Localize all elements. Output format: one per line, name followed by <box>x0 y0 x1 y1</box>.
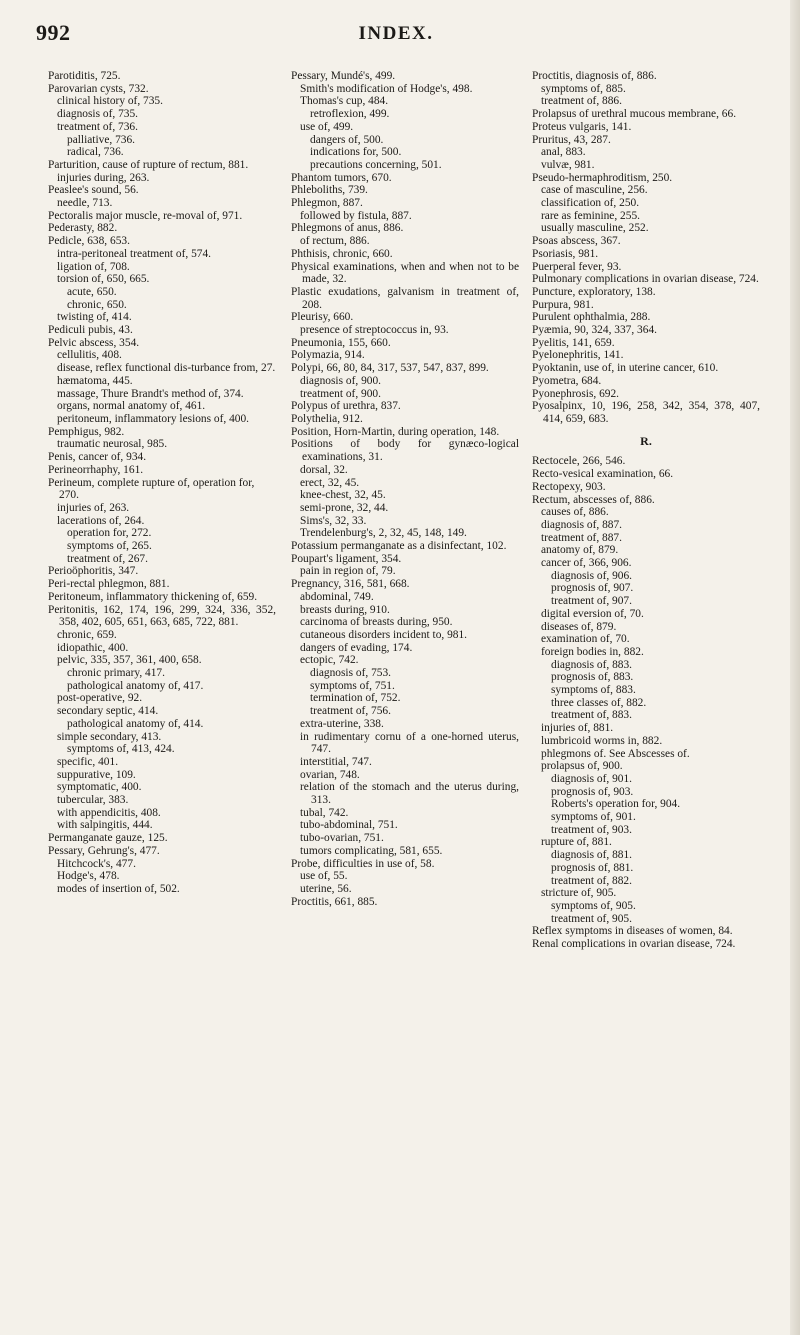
index-entry: Proteus vulgaris, 141. <box>532 120 632 133</box>
index-subentry: Hodge's, 478. <box>57 870 120 883</box>
index-entry: Peritonitis, 162, 174, 196, 299, 324, 336, 352, 358, 402, 605, 651, 663, 685, 722, 881. <box>48 603 276 629</box>
index-entry: Perioöphoritis, 347. <box>48 565 139 578</box>
index-entry: Purpura, 981. <box>532 298 594 311</box>
index-entry: Penis, cancer of, 934. <box>48 451 147 464</box>
index-entry: Pedicle, 638, 653. <box>48 235 130 248</box>
index-subentry: diseases of, 879. <box>541 620 617 633</box>
index-subentry: massage, Thure Brandt's method of, 374. <box>57 387 244 400</box>
index-subentry: relation of the stomach and the uterus during, 313. <box>300 781 519 807</box>
index-subentry: simple secondary, 413. <box>57 730 162 743</box>
index-subentry: rare as feminine, 255. <box>541 209 640 222</box>
index-entry: Purulent ophthalmia, 288. <box>532 311 651 324</box>
index-subentry: cellulitis, 408. <box>57 349 122 362</box>
index-subentry: symptoms of, 905. <box>551 900 636 912</box>
index-entry: Pyosalpinx, 10, 196, 258, 342, 354, 378, 407, 414, 659, 683. <box>532 400 760 425</box>
index-subentry: examination of, 70. <box>541 633 630 646</box>
index-subentry: Hitchcock's, 477. <box>57 857 136 870</box>
index-subentry: chronic, 650. <box>67 298 127 311</box>
index-entry: Pyonephrosis, 692. <box>532 387 620 400</box>
index-subentry: symptoms of, 751. <box>310 679 395 692</box>
index-subentry: diagnosis of, 881. <box>551 849 632 862</box>
index-subentry: lacerations of, 264. <box>57 514 145 527</box>
page-edge-shadow <box>790 0 800 1335</box>
index-subentry: ligation of, 708. <box>57 260 130 273</box>
index-entry: Polythelia, 912. <box>291 412 363 425</box>
index-subentry: symptoms of, 265. <box>67 540 152 553</box>
index-subentry: ectopic, 742. <box>300 654 359 667</box>
index-entry: Renal complications in ovarian disease, 724. <box>532 938 736 951</box>
index-entry: Pediculi pubis, 43. <box>48 324 133 337</box>
index-subentry: pathological anatomy of, 417. <box>67 679 204 692</box>
index-column-1 <box>48 70 276 896</box>
index-subentry: semi-prone, 32, 44. <box>300 501 389 514</box>
index-subentry: retroflexion, 499. <box>310 108 390 121</box>
index-subentry: vulvæ, 981. <box>541 158 595 171</box>
index-subentry: twisting of, 414. <box>57 311 132 324</box>
index-subentry: treatment of, 886. <box>541 95 622 108</box>
index-subentry: diagnosis of, 900. <box>300 374 381 387</box>
index-entry: Puncture, exploratory, 138. <box>532 285 656 298</box>
index-subentry: injuries of, 881. <box>541 722 614 735</box>
index-subentry: treatment of, 883. <box>551 709 632 722</box>
index-subentry: treatment of, 756. <box>310 705 391 718</box>
index-entry: Phlegmon, 887. <box>291 197 363 210</box>
index-entry: Pyelonephritis, 141. <box>532 349 624 362</box>
index-subentry: pain in region of, 79. <box>300 565 396 578</box>
index-subentry: dangers of, 500. <box>310 133 384 146</box>
index-entry: Proctitis, diagnosis of, 886. <box>532 70 657 82</box>
index-entry: Physical examinations, when and when not to be made, 32. <box>291 260 519 286</box>
section-letter: R. <box>640 433 652 448</box>
index-subentry: idiopathic, 400. <box>57 641 129 654</box>
index-entry: Pessary, Mundé's, 499. <box>291 70 396 82</box>
index-subentry: hæmatoma, 445. <box>57 374 133 387</box>
index-subentry: carcinoma of breasts during, 950. <box>300 616 453 629</box>
index-subentry: tumors complicating, 581, 655. <box>300 844 443 857</box>
index-entry: Psoriasis, 981. <box>532 247 599 260</box>
index-subentry: prognosis of, 907. <box>551 582 634 595</box>
index-subentry: usually masculine, 252. <box>541 222 649 235</box>
index-subentry: presence of streptococcus in, 93. <box>300 324 449 337</box>
index-subentry: diagnosis of, 901. <box>551 772 632 785</box>
index-entry: Parturition, cause of rupture of rectum, 881. <box>48 158 249 171</box>
index-entry: Pemphigus, 982. <box>48 425 125 438</box>
index-entry: Permanganate gauze, 125. <box>48 832 168 845</box>
index-entry: Peri-rectal phlegmon, 881. <box>48 578 170 591</box>
index-subentry: diagnosis of, 906. <box>551 569 632 582</box>
index-entry: Parovarian cysts, 732. <box>48 82 149 95</box>
index-subentry: specific, 401. <box>57 755 119 768</box>
index-entry: Reflex symptoms in diseases of women, 84. <box>532 925 733 938</box>
index-subentry: symptomatic, 400. <box>57 781 142 794</box>
index-entry: Perineum, complete rupture of, operation for, 270. <box>48 476 255 502</box>
index-subentry: interstitial, 747. <box>300 755 372 768</box>
index-subentry: treatment of, 903. <box>551 823 632 836</box>
index-subentry: indications for, 500. <box>310 146 402 159</box>
index-subentry: uterine, 56. <box>300 883 352 895</box>
index-subentry: tubo-ovarian, 751. <box>300 832 384 845</box>
index-subentry: symptoms of, 885. <box>541 82 626 95</box>
index-entry: Peritoneum, inflammatory thickening of, 659. <box>48 590 258 603</box>
index-entry: Peaslee's sound, 56. <box>48 184 139 197</box>
index-subentry: treatment of, 905. <box>551 912 632 925</box>
index-subentry: termination of, 752. <box>310 692 401 705</box>
index-entry: Phlegmons of anus, 886. <box>291 222 404 235</box>
index-entry: Pyoktanin, use of, in uterine cancer, 610. <box>532 362 719 375</box>
index-subentry: disease, reflex functional dis-turbance from, 27. <box>57 362 276 375</box>
index-entry: Pyometra, 684. <box>532 374 602 387</box>
index-subentry: abdominal, 749. <box>300 590 374 603</box>
index-subentry: anal, 883. <box>541 146 586 159</box>
index-entry: Phthisis, chronic, 660. <box>291 247 393 260</box>
index-subentry: dangers of evading, 174. <box>300 641 413 654</box>
index-subentry: foreign bodies in, 882. <box>541 645 644 658</box>
index-subentry: tubal, 742. <box>300 806 349 819</box>
running-title: INDEX. <box>358 23 434 44</box>
index-entry: Recto-vesical examination, 66. <box>532 468 674 481</box>
index-entry: Position, Horn-Martin, during operation, 148. <box>291 425 500 438</box>
index-subentry: prognosis of, 881. <box>551 861 634 874</box>
index-subentry: stricture of, 905. <box>541 887 617 900</box>
index-entry: Pulmonary complications in ovarian disease, 724. <box>532 273 759 286</box>
index-entry: Pneumonia, 155, 660. <box>291 336 391 349</box>
index-entry: Pectoralis major muscle, re-moval of, 971. <box>48 209 243 222</box>
index-entry: Pelvic abscess, 354. <box>48 336 140 349</box>
index-entry: Proctitis, 661, 885. <box>291 895 378 908</box>
index-subentry: diagnosis of, 735. <box>57 108 138 121</box>
index-entry: Pederasty, 882. <box>48 222 118 235</box>
index-subentry: prognosis of, 903. <box>551 785 634 798</box>
index-entry: Positions of body for gynæco-logical examinations, 31. <box>291 438 519 464</box>
page-header <box>36 20 776 54</box>
index-subentry: phlegmons of. See Abscesses of. <box>541 747 690 760</box>
index-subentry: erect, 32, 45. <box>300 476 360 489</box>
index-subentry: traumatic neurosal, 985. <box>57 438 168 451</box>
index-subentry: breasts during, 910. <box>300 603 390 616</box>
index-subentry: operation for, 272. <box>67 527 152 540</box>
index-subentry: treatment of, 900. <box>300 387 381 400</box>
index-subentry: three classes of, 882. <box>551 696 647 709</box>
index-subentry: treatment of, 736. <box>57 120 138 133</box>
index-subentry: clinical history of, 735. <box>57 95 163 108</box>
index-subentry: Sims's, 32, 33. <box>300 514 367 527</box>
index-subentry: classification of, 250. <box>541 197 640 210</box>
index-subentry: treatment of, 907. <box>551 595 632 608</box>
index-subentry: digital eversion of, 70. <box>541 607 644 620</box>
index-subentry: symptoms of, 901. <box>551 811 636 824</box>
index-subentry: needle, 713. <box>57 197 113 210</box>
index-entry: Polypus of urethra, 837. <box>291 400 401 413</box>
index-subentry: ovarian, 748. <box>300 768 360 781</box>
index-entry: Plastic exudations, galvanism in treatment of, 208. <box>291 285 519 311</box>
index-column-3 <box>532 70 760 951</box>
index-subentry: diagnosis of, 753. <box>310 667 391 680</box>
index-entry: Phleboliths, 739. <box>291 184 368 197</box>
index-entry: Prolapsus of urethral mucous membrane, 66. <box>532 108 737 121</box>
index-subentry: extra-uterine, 338. <box>300 717 384 730</box>
index-column-2 <box>291 70 519 908</box>
index-subentry: tubercular, 383. <box>57 794 129 807</box>
index-entry: Pyelitis, 141, 659. <box>532 336 615 349</box>
index-subentry: palliative, 736. <box>67 133 136 146</box>
index-subentry: use of, 55. <box>300 870 348 883</box>
index-subentry: cancer of, 366, 906. <box>541 557 632 570</box>
index-subentry: symptoms of, 413, 424. <box>67 743 175 756</box>
index-subentry: cutaneous disorders incident to, 981. <box>300 628 468 641</box>
index-subentry: peritoneum, inflammatory lesions of, 400. <box>57 412 250 425</box>
index-entry: Polymazia, 914. <box>291 349 365 362</box>
index-subentry: Trendelenburg's, 2, 32, 45, 148, 149. <box>300 527 467 540</box>
index-subentry: modes of insertion of, 502. <box>57 883 180 895</box>
index-subentry: precautions concerning, 501. <box>310 158 442 171</box>
index-subentry: torsion of, 650, 665. <box>57 273 150 286</box>
index-subentry: chronic primary, 417. <box>67 667 165 680</box>
index-subentry: secondary septic, 414. <box>57 705 159 718</box>
index-subentry: organs, normal anatomy of, 461. <box>57 400 206 413</box>
index-entry: Poupart's ligament, 354. <box>291 552 402 565</box>
index-subentry: injuries during, 263. <box>57 171 150 184</box>
index-subentry: chronic, 659. <box>57 628 117 641</box>
index-subentry: Roberts's operation for, 904. <box>551 798 681 811</box>
index-entry: Perineorrhaphy, 161. <box>48 463 144 476</box>
index-subentry: intra-peritoneal treatment of, 574. <box>57 247 212 260</box>
index-entry: Pleurisy, 660. <box>291 311 354 324</box>
page-number: 992 <box>36 20 71 45</box>
index-subentry: causes of, 886. <box>541 506 609 519</box>
index-subentry: injuries of, 263. <box>57 501 130 514</box>
index-entry: Pseudo-hermaphroditism, 250. <box>532 171 673 184</box>
index-subentry: treatment of, 882. <box>551 874 632 887</box>
index-entry: Phantom tumors, 670. <box>291 171 392 184</box>
index-subentry: with salpingitis, 444. <box>57 819 153 832</box>
index-subentry: case of masculine, 256. <box>541 184 648 197</box>
index-subentry: treatment of, 267. <box>67 552 148 565</box>
index-subentry: pathological anatomy of, 414. <box>67 717 204 730</box>
index-subentry: rupture of, 881. <box>541 836 612 849</box>
index-entry: Psoas abscess, 367. <box>532 235 621 248</box>
index-subentry: followed by fistula, 887. <box>300 209 412 222</box>
index-subentry: knee-chest, 32, 45. <box>300 489 386 502</box>
index-subentry: suppurative, 109. <box>57 768 136 781</box>
index-subentry: radical, 736. <box>67 146 124 159</box>
index-subentry: diagnosis of, 883. <box>551 658 632 671</box>
index-entry: Potassium permanganate as a disinfectant, 102. <box>291 540 507 553</box>
index-subentry: acute, 650. <box>67 285 117 298</box>
index-subentry: pelvic, 335, 357, 361, 400, 658. <box>57 654 202 667</box>
index-subentry: diagnosis of, 887. <box>541 518 622 531</box>
index-entry: Puerperal fever, 93. <box>532 260 622 273</box>
index-entry: Polypi, 66, 80, 84, 317, 537, 547, 837, 899. <box>291 362 489 375</box>
index-subentry: treatment of, 887. <box>541 531 622 544</box>
index-subentry: lumbricoid worms in, 882. <box>541 734 663 747</box>
index-entry: Pregnancy, 316, 581, 668. <box>291 578 410 591</box>
index-entry: Pruritus, 43, 287. <box>532 133 611 146</box>
index-entry: Probe, difficulties in use of, 58. <box>291 857 435 870</box>
index-subentry: symptoms of, 883. <box>551 684 636 697</box>
index-subentry: Smith's modification of Hodge's, 498. <box>300 82 473 95</box>
index-subentry: in rudimentary cornu of a one-horned uterus, 747. <box>300 730 519 756</box>
index-subentry: post-operative, 92. <box>57 692 143 705</box>
index-subentry: anatomy of, 879. <box>541 544 619 557</box>
index-entry: Rectocele, 266, 546. <box>532 455 626 468</box>
index-entry: Pessary, Gehrung's, 477. <box>48 844 160 857</box>
index-subentry: use of, 499. <box>300 120 354 133</box>
index-subentry: prolapsus of, 900. <box>541 760 623 773</box>
index-subentry: of rectum, 886. <box>300 235 370 248</box>
index-entry: Rectum, abscesses of, 886. <box>532 493 655 506</box>
index-entry: Pyæmia, 90, 324, 337, 364. <box>532 324 657 337</box>
index-subentry: dorsal, 32. <box>300 463 348 476</box>
index-entry: Parotiditis, 725. <box>48 70 121 82</box>
index-subentry: with appendicitis, 408. <box>57 806 161 819</box>
index-subentry: prognosis of, 883. <box>551 671 634 684</box>
index-subentry: tubo-abdominal, 751. <box>300 819 398 832</box>
index-subentry: Thomas's cup, 484. <box>300 95 389 108</box>
index-entry: Rectopexy, 903. <box>532 480 606 493</box>
